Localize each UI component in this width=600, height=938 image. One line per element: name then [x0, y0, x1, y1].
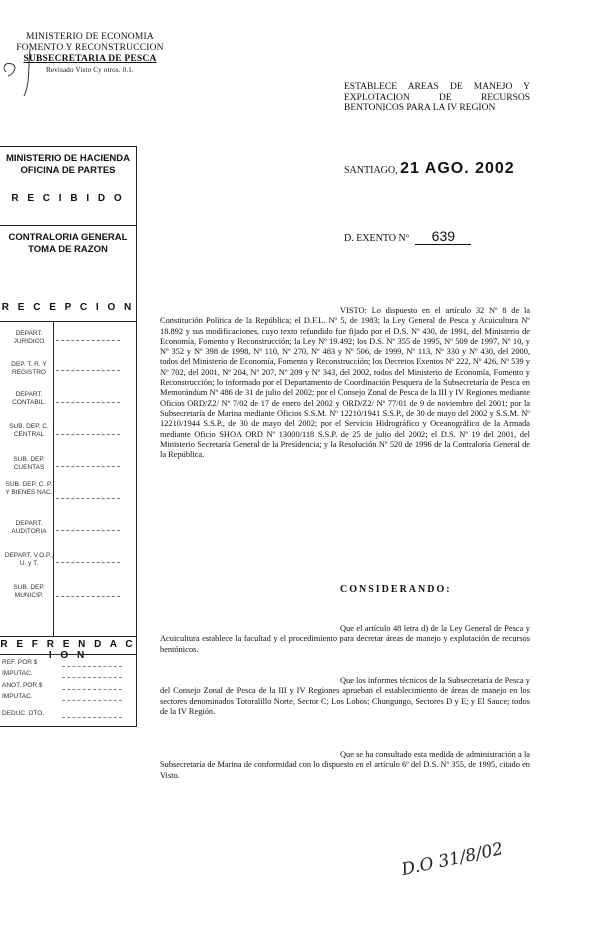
ministry-subtitle: FOMENTO Y RECONSTRUCCION [16, 43, 164, 53]
considerando-3-text: Que se ha consultado esta medida de administración a la Subsecretaría de Marina de conformidad con lo dispuesto en el artículo 6º del D.S. Nº 355, de 1995, citado en Visto. [160, 750, 530, 780]
stamp-contraloria [0, 224, 137, 637]
refrendacion-row: ANOT. POR $ [2, 682, 43, 689]
stamp-row-line [56, 498, 120, 499]
visto-text: VISTO: Lo dispuesto en el artículo 32 Nº 8 de la Constitución Política de la República; el D.F.L. Nº 5, de 1983; la Ley General de Pesca y Acuicultura Nº 18.892 y sus modificaciones, cuyo texto refundido fue fijado por el D.S. Nº 430, de 1991, del Ministerio de Economía, Fomento y Reconstrucción; la Ley Nº 19.492; los D.S. Nº 355 de 1995, Nº 509 de 1997, Nº 10, y Nº 352 y Nº 398 de 1998, Nº 110, Nº 270, Nº 483 y Nº 506, de 1999, Nº 113, Nº 330 y Nº 430, del 2000, todos del Ministerio de Economía, Fomento y Reconstrucción; los Decretos Exentos Nº 222, Nº 426, Nº 539 y Nº 702, del 2001, Nº 204, Nº 207, Nº 209 y Nº 343, del 2002, todos del Ministerio de Economía, Fomento y Reconstrucción; lo informado por el Departamento de Coordinación Pesquera de la Subsecretaría de Pesca en Memorándum Nº 486 de 31 de julio del 2002; por el Consejo Zonal de Pesca de la III y IV Regiones mediante Oficios ORD/Z2/ Nº 7/02 de 17 de enero del 2002 y ORD/Z2/ Nº 77/01 de 9 de noviembre del 2001; por la Subsecretaría de Marina mediante Oficios S.S.M. Nº 12210/1941 S.S.P., de 30 de mayo del 2002 y S.S.M. Nº 12210/1944 S.S.P., de 30 de mayo del 2002; por el Servicio Hidrográfico y Oceanográfico de la Armada mediante Oficio SHOA ORD Nº 13000/118 S.S.P. de 25 de julio del 2002; el D.S. Nº 19 del 2001, del Ministerio Secretaría General de la Presidencia; y la Resolución Nº 520 de 1996 de la Contraloría General de la República. [160, 306, 530, 460]
refrendacion-title: R E F R E N D A C I O N [0, 639, 136, 661]
decree-label: D. EXENTO Nº [344, 233, 409, 244]
stamp-hacienda [0, 146, 137, 226]
refrendacion-row: IMPUTAC. [2, 670, 33, 677]
stamp-hacienda-title-line1: MINISTERIO DE HACIENDA [5, 153, 131, 164]
stamp-row-c-central: SUB. DEP. C. CENTRAL [9, 423, 49, 438]
stamp-row-line [56, 562, 120, 563]
divider [0, 654, 136, 655]
refrendacion-line [62, 717, 122, 718]
stamp-refrendacion [0, 636, 137, 727]
letterhead-note: Revisado Visto Cy otros. 0.1. [46, 66, 134, 74]
stamp-row-line [56, 434, 120, 435]
stamp-row-contabil: DEPART. CONTABIL. [12, 391, 46, 406]
handwritten-note-text: D.O 31/8/02 [399, 839, 505, 881]
date-city: SANTIAGO, [344, 165, 398, 176]
stamp-row-vop: DEPART. V.O.P., U. y T. [4, 552, 54, 567]
stamp-row-municip: SUB. DEP. MUNICIP. [13, 584, 45, 599]
stamp-contraloria-title [0, 232, 136, 256]
stamp-row-cuentas: SUB. DEP. CUENTAS [13, 456, 45, 471]
stamp-contraloria-title-line1: CONTRALORIA GENERAL [8, 232, 128, 243]
decree-subject: ESTABLECE AREAS DE MANEJO Y EXPLOTACION DE RECURSOS BENTONICOS PARA LA IV REGION [344, 82, 530, 113]
stamp-hacienda-status: R E C I B I D O [11, 193, 125, 204]
refrendacion-line [62, 677, 122, 678]
stamp-hacienda-title-line2: OFICINA DE PARTES [20, 165, 116, 176]
considerando-2 [160, 676, 530, 717]
stamp-row-line [56, 370, 120, 371]
stamp-row-juridico: DEPART. JURIDICO [13, 330, 45, 345]
stamp-row-line [56, 596, 120, 597]
stamp-contraloria-section: R E C E P C I O N [1, 302, 135, 313]
refrendacion-row: DEDUC. DTO. [2, 710, 45, 717]
refrendacion-line [62, 666, 122, 667]
refrendacion-line [62, 689, 122, 690]
stamp-hacienda-title [0, 153, 136, 177]
considerando-title: CONSIDERANDO: [340, 584, 452, 595]
refrendacion-row: IMPUTAC. [2, 693, 33, 700]
date-value: 21 AGO. 2002 [400, 160, 515, 177]
considerando-1 [160, 624, 530, 655]
stamp-row-registro: DEP. T. R. Y REGISTRO [11, 361, 47, 376]
visto-paragraph [160, 306, 530, 460]
stamp-row-line [56, 530, 120, 531]
stamp-contraloria-title-line2: TOMA DE RAZON [28, 244, 108, 255]
handwritten-note [396, 836, 505, 881]
stamp-row-line [56, 466, 120, 467]
subsecretaria-name: SUBSECRETARIA DE PESCA [23, 54, 157, 64]
divider [0, 321, 136, 322]
decree-date [344, 160, 515, 178]
considerando-2-text: Que los informes técnicos de la Subsecretaría de Pesca y del Consejo Zonal de Pesca de la III y IV Regiones aprueban el establecimiento de áreas de manejo en los sectores denominados Totoralillo Norte, Sector C; Los Lobos; Chungungo, Sectores D y E; y El Sauce; todos de la IV Región. [160, 676, 530, 716]
stamp-row-line [56, 402, 120, 403]
refrendacion-row: REF. POR $ [2, 659, 38, 666]
considerando-1-text: Que el artículo 48 letra d) de la Ley General de Pesca y Acuicultura establece la facultad y el procedimiento para decretar áreas de manejo y explotación de recursos bentónicos. [160, 624, 530, 654]
ministry-name: MINISTERIO DE ECONOMIA [26, 32, 154, 42]
signature-mark [0, 40, 40, 100]
decree-number: 639 [415, 228, 471, 245]
refrendacion-line [62, 700, 122, 701]
decree-number-line [344, 228, 471, 245]
stamp-row-bienes: SUB. DEP. C. P. Y BIENES NAC. [5, 481, 53, 496]
considerando-3 [160, 750, 530, 781]
stamp-row-auditoria: DEPART. AUDITORIA [11, 520, 47, 535]
stamp-row-line [56, 340, 120, 341]
